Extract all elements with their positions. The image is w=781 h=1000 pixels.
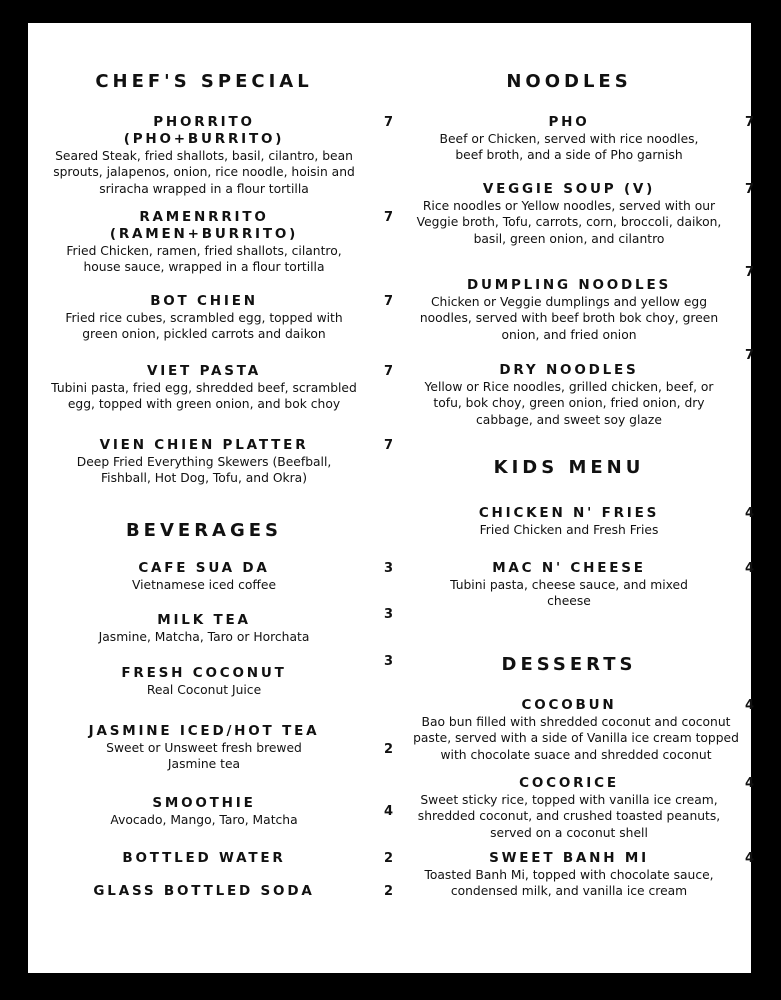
item-price: 4 xyxy=(383,804,393,819)
item-name: SWEET BANH MI xyxy=(489,850,649,866)
item-price: 3 xyxy=(383,607,393,622)
item-description: Jasmine, Matcha, Taro or Horchata xyxy=(98,630,310,644)
item-description: Chicken or Veggie dumplings and yellow egg noodles, served with beef broth bok choy, green onion, and fried onion xyxy=(419,295,719,342)
item-description: Bao bun filled with shredded coconut and coconut paste, served with a side of Vanilla ice cream topped with chocolate suace and shredded coconut xyxy=(413,715,739,762)
item-description: Fried rice cubes, scrambled egg, topped with green onion, pickled carrots and daikon xyxy=(65,311,343,342)
section-title-desserts: DESSERTS xyxy=(501,654,637,675)
item-name: PHORRITO (PHO+BURRITO) xyxy=(123,114,285,147)
item-name: BOTTLED WATER xyxy=(122,850,286,866)
item-price: 3 xyxy=(383,654,393,669)
item-name: CHICKEN N' FRIES xyxy=(478,505,660,521)
item-price: 4 xyxy=(744,776,754,791)
menu-page xyxy=(28,23,754,973)
item-description: Rice noodles or Yellow noodles, served with our Veggie broth, Tofu, carrots, corn, broccoli, daikon, basil, green onion, and cilantro xyxy=(416,199,722,246)
menu-item-jasmine-tea xyxy=(50,723,393,773)
item-description: Deep Fried Everything Skewers (Beefball, Fishball, Hot Dog, Tofu, and Okra) xyxy=(76,455,332,486)
item-name: COCOBUN xyxy=(521,697,617,713)
item-name: JASMINE ICED/HOT TEA xyxy=(88,723,320,739)
item-name: MILK TEA xyxy=(157,612,251,628)
item-price: 2 xyxy=(383,742,393,757)
item-price: 7 xyxy=(383,438,393,453)
item-name: BOT CHIEN xyxy=(150,293,258,309)
menu-item-bot-chien xyxy=(50,293,393,343)
item-price: 2 xyxy=(383,851,393,866)
menu-item-dry-noodles xyxy=(413,348,754,428)
menu-item-sweet-banh-mi xyxy=(413,850,754,900)
menu-item-dumpling-noodles xyxy=(413,265,754,343)
item-description: Fried Chicken and Fresh Fries xyxy=(479,523,659,537)
menu-item-vien-chien-platter xyxy=(50,437,393,487)
item-name: VIEN CHIEN PLATTER xyxy=(99,437,309,453)
menu-item-bottled-water xyxy=(50,850,393,867)
section-title-kids-menu: KIDS MENU xyxy=(493,457,645,478)
item-description: Seared Steak, fried shallots, basil, cilantro, bean sprouts, jalapenos, onion, rice noodle, hoisin and sriracha wrapped in a flour tortilla xyxy=(53,149,355,196)
menu-item-milk-tea xyxy=(50,607,393,645)
section-title-chefs-special: CHEF'S SPECIAL xyxy=(95,71,313,92)
item-description: Beef or Chicken, served with rice noodles, beef broth, and a side of Pho garnish xyxy=(439,132,699,163)
menu-item-pho xyxy=(413,114,754,164)
menu-item-veggie-soup xyxy=(413,181,754,247)
menu-item-glass-bottled-soda xyxy=(50,883,393,900)
menu-item-mac-n-cheese xyxy=(413,560,754,610)
item-price: 7 xyxy=(383,115,393,130)
item-name: DUMPLING NOODLES xyxy=(466,277,671,293)
item-name: VEGGIE SOUP (V) xyxy=(482,181,656,197)
item-name: MAC N' CHEESE xyxy=(492,560,646,576)
item-price: 7 xyxy=(744,348,754,363)
item-price: 7 xyxy=(383,364,393,379)
menu-item-viet-pasta xyxy=(50,363,393,413)
item-name: VIET PASTA xyxy=(146,363,262,379)
item-description: Vietnamese iced coffee xyxy=(131,578,277,592)
item-name: COCORICE xyxy=(519,775,619,791)
menu-item-cocorice xyxy=(413,775,754,841)
item-name: RAMENRRITO (RAMEN+BURRITO) xyxy=(109,209,299,242)
item-name: PHO xyxy=(548,114,590,130)
item-price: 7 xyxy=(744,182,754,197)
section-title-beverages: BEVERAGES xyxy=(125,520,283,541)
item-price: 4 xyxy=(744,561,754,576)
item-description: Real Coconut Juice xyxy=(146,683,262,697)
section-title-noodles: NOODLES xyxy=(506,71,632,92)
menu-item-phorrito xyxy=(50,114,393,197)
item-name: GLASS BOTTLED SODA xyxy=(93,883,315,899)
item-name: SMOOTHIE xyxy=(152,795,256,811)
item-name: FRESH COCONUT xyxy=(121,665,287,681)
item-description: Tubini pasta, cheese sauce, and mixed cheese xyxy=(450,578,688,609)
item-price: 4 xyxy=(744,506,754,521)
item-name: DRY NOODLES xyxy=(499,362,639,378)
item-price: 4 xyxy=(744,698,754,713)
menu-item-cafe-sua-da xyxy=(50,560,393,593)
menu-item-chicken-n-fries xyxy=(413,505,754,538)
item-price: 7 xyxy=(744,115,754,130)
menu-item-fresh-coconut xyxy=(50,654,393,698)
item-name: CAFE SUA DA xyxy=(138,560,270,576)
menu-item-smoothie xyxy=(50,795,393,828)
item-description: Avocado, Mango, Taro, Matcha xyxy=(110,813,298,827)
item-price: 2 xyxy=(383,884,393,899)
item-description: Sweet or Unsweet fresh brewed Jasmine tea xyxy=(106,741,302,772)
item-price: 4 xyxy=(744,851,754,866)
item-description: Fried Chicken, ramen, fried shallots, cilantro, house sauce, wrapped in a flour tortilla xyxy=(66,244,342,275)
item-price: 3 xyxy=(383,561,393,576)
item-description: Tubini pasta, fried egg, shredded beef, scrambled egg, topped with green onion, and bok choy xyxy=(51,381,357,412)
item-description: Yellow or Rice noodles, grilled chicken, beef, or tofu, bok choy, green onion, fried onion, dry cabbage, and sweet soy glaze xyxy=(424,380,714,427)
item-price: 7 xyxy=(744,265,754,280)
item-price: 7 xyxy=(383,294,393,309)
item-description: Sweet sticky rice, topped with vanilla ice cream, shredded coconut, and crushed toasted peanuts, served on a coconut shell xyxy=(417,793,721,840)
menu-item-ramenrrito xyxy=(50,209,393,276)
menu-item-cocobun xyxy=(413,697,754,763)
item-price: 7 xyxy=(383,210,393,225)
item-description: Toasted Banh Mi, topped with chocolate sauce, condensed milk, and vanilla ice cream xyxy=(424,868,714,899)
